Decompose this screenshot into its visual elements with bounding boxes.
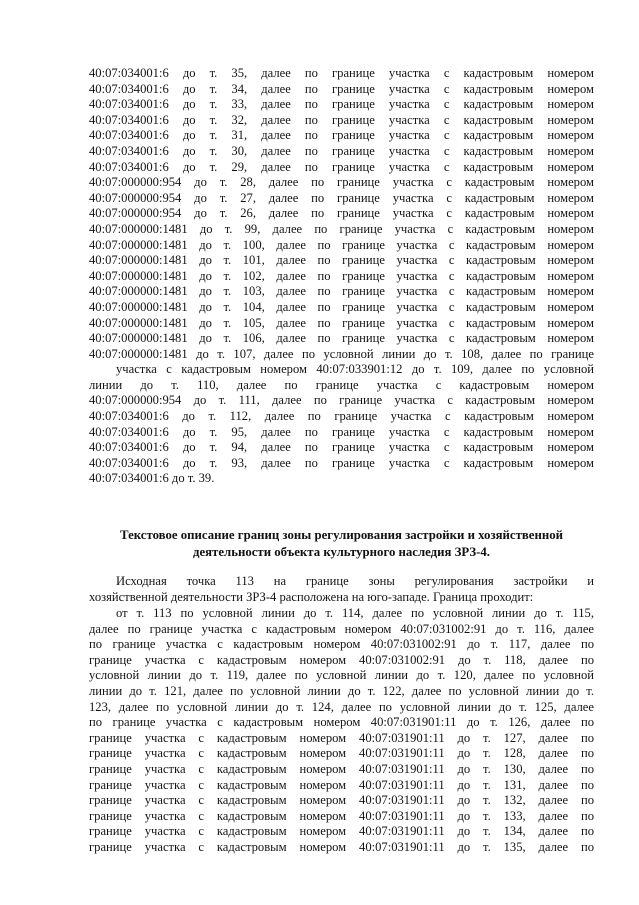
text-line: границе участка с кадастровым номером 40:07:031901:11 до т. 131, далее по	[89, 777, 594, 792]
text-line: линии до т. 110, далее по границе участка с кадастровым номером	[89, 377, 594, 392]
text-line: 40:07:034001:6 до т. 31, далее по границе участка с кадастровым номером	[89, 128, 594, 143]
text-line: границе участка с кадастровым номером 40:07:031002:91 до т. 118, далее по	[89, 652, 594, 667]
text-line: хозяйственной деятельности ЗРЗ-4 расположена на юго-западе. Граница проходит:	[89, 589, 534, 604]
section-heading-line-2: деятельности объекта культурного наследия ЗРЗ-4.	[192, 545, 490, 559]
text-line: по границе участка с кадастровым номером 40:07:031002:91 до т. 117, далее по	[89, 637, 594, 652]
text-line: условной линии до т. 119, далее по условной линии до т. 120, далее по условной	[89, 668, 594, 683]
text-line: 40:07:000000:954 до т. 26, далее по границе участка с кадастровым номером	[89, 206, 594, 221]
text-line: 40:07:034001:6 до т. 30, далее по границе участка с кадастровым номером	[89, 143, 594, 158]
text-line: 40:07:000000:1481 до т. 101, далее по границе участка с кадастровым номером	[89, 253, 594, 268]
text-line: 40:07:000000:1481 до т. 100, далее по границе участка с кадастровым номером	[89, 237, 594, 252]
text-line: 40:07:034001:6 до т. 112, далее по границе участка с кадастровым номером	[89, 409, 594, 424]
text-line: участка с кадастровым номером 40:07:033901:12 до т. 109, далее по условной	[116, 362, 594, 377]
text-line: по границе участка с кадастровым номером 40:07:031901:11 до т. 126, далее по	[89, 715, 594, 730]
text-line: 40:07:000000:954 до т. 111, далее по границе участка с кадастровым номером	[89, 393, 594, 408]
text-line: далее по границе участка с кадастровым номером 40:07:031002:91 до т. 116, далее	[89, 621, 594, 636]
text-line: границе участка с кадастровым номером 40:07:031901:11 до т. 135, далее по	[89, 839, 594, 854]
text-line: 40:07:034001:6 до т. 33, далее по границе участка с кадастровым номером	[89, 97, 594, 112]
section-heading-line-1: Текстовое описание границ зоны регулирования застройки и хозяйственной	[120, 528, 563, 542]
boundary-route-paragraph	[89, 606, 594, 856]
text-line: 40:07:034001:6 до т. 35, далее по границе участка с кадастровым номером	[89, 66, 594, 80]
text-line: линии до т. 121, далее по условной линии до т. 122, далее по условной линии до т.	[89, 683, 594, 698]
text-line: 40:07:034001:6 до т. 94, далее по границе участка с кадастровым номером	[89, 440, 594, 455]
section-heading	[89, 527, 594, 561]
text-line: 40:07:000000:1481 до т. 99, далее по границе участка с кадастровым номером	[89, 221, 594, 236]
text-line: 40:07:000000:1481 до т. 103, далее по границе участка с кадастровым номером	[89, 284, 594, 299]
text-line: границе участка с кадастровым номером 40:07:031901:11 до т. 134, далее по	[89, 824, 594, 839]
text-line: границе участка с кадастровым номером 40:07:031901:11 до т. 133, далее по	[89, 808, 594, 823]
text-line: 40:07:034001:6 до т. 32, далее по границе участка с кадастровым номером	[89, 112, 594, 127]
text-line: 40:07:034001:6 до т. 29, далее по границе участка с кадастровым номером	[89, 159, 594, 174]
text-line: 40:07:034001:6 до т. 93, далее по границе участка с кадастровым номером	[89, 455, 594, 470]
text-line: от т. 113 по условной линии до т. 114, далее по условной линии до т. 115,	[116, 606, 594, 620]
text-line: 40:07:000000:1481 до т. 106, далее по границе участка с кадастровым номером	[89, 331, 594, 346]
text-line: Исходная точка 113 на границе зоны регулирования застройки и	[116, 574, 594, 588]
text-line: 40:07:000000:1481 до т. 104, далее по границе участка с кадастровым номером	[89, 299, 594, 314]
text-line: границе участка с кадастровым номером 40:07:031901:11 до т. 132, далее по	[89, 793, 594, 808]
starting-point-paragraph	[89, 574, 594, 605]
text-line: 40:07:000000:1481 до т. 105, далее по границе участка с кадастровым номером	[89, 315, 594, 330]
text-line: границе участка с кадастровым номером 40:07:031901:11 до т. 128, далее по	[89, 746, 594, 761]
text-line: 40:07:000000:954 до т. 27, далее по границе участка с кадастровым номером	[89, 190, 594, 205]
text-line: 40:07:000000:1481 до т. 102, далее по границе участка с кадастровым номером	[89, 268, 594, 283]
text-line: 40:07:000000:1481 до т. 107, далее по условной линии до т. 108, далее по границе	[89, 346, 594, 361]
text-line: границе участка с кадастровым номером 40:07:031901:11 до т. 130, далее по	[89, 761, 594, 776]
boundary-description-continued	[89, 66, 594, 487]
text-line: 40:07:034001:6 до т. 39.	[89, 471, 215, 486]
text-line: 40:07:034001:6 до т. 95, далее по границе участка с кадастровым номером	[89, 424, 594, 439]
text-line: 123, далее по условной линии до т. 124, далее по условной линии до т. 125, далее	[89, 699, 594, 714]
text-line: 40:07:000000:954 до т. 28, далее по границе участка с кадастровым номером	[89, 175, 594, 190]
text-line: границе участка с кадастровым номером 40:07:031901:11 до т. 127, далее по	[89, 730, 594, 745]
text-line: 40:07:034001:6 до т. 34, далее по границе участка с кадастровым номером	[89, 81, 594, 96]
